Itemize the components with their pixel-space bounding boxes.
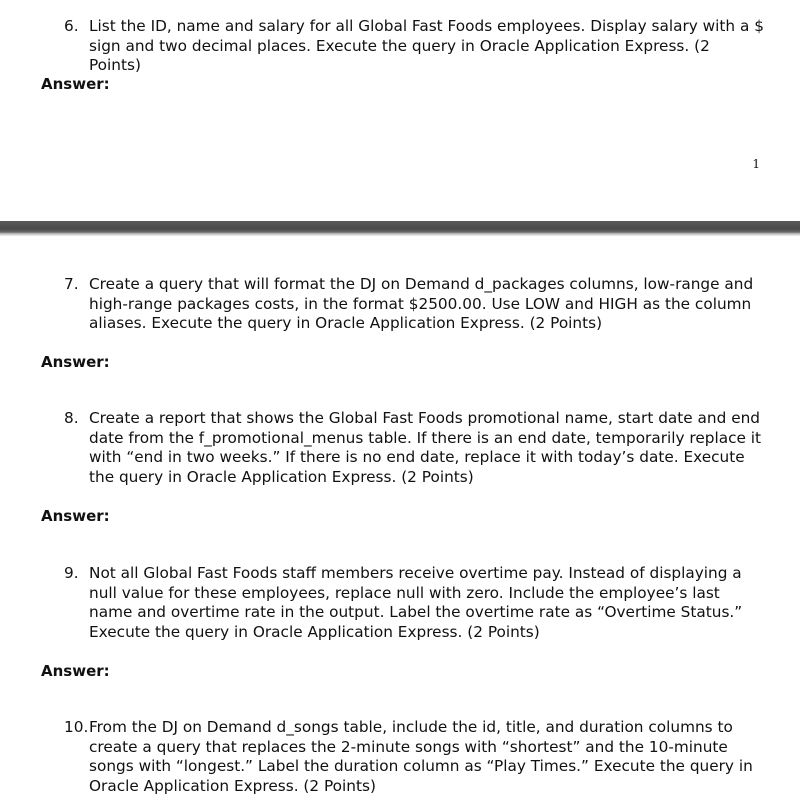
question-text: Create a query that will format the DJ on Demand d_packages columns, low-range and high-range packages costs, in the format $2500.00. Use LOW and HIGH as the column aliases. Execute the query in Oracle Application Express. (2 Points) bbox=[89, 275, 754, 332]
question-text: From the DJ on Demand d_songs table, include the id, title, and duration columns to create a query that replaces the 2-minute songs with “shortest” and the 10-minute songs with “longest.” Label the duration column as “Play Times.” Execute the query in Oracle Application Express. (2 Points) bbox=[89, 718, 753, 795]
question-7 bbox=[64, 275, 764, 334]
question-number: 7. bbox=[64, 275, 79, 293]
question-number: 10. bbox=[64, 718, 89, 736]
document-page-1 bbox=[0, 0, 800, 221]
question-number: 8. bbox=[64, 409, 79, 427]
page-separator bbox=[0, 221, 800, 236]
question-text: Create a report that shows the Global Fast Foods promotional name, start date and end date from the f_promotional_menus table. If there is an end date, temporarily replace it with “end in two weeks.” If there is no end date, replace it with today’s date. Execute the query in Oracle Application Express. (2 Points) bbox=[89, 409, 762, 486]
question-9 bbox=[64, 564, 764, 642]
question-6 bbox=[64, 17, 764, 76]
question-number: 6. bbox=[64, 17, 79, 35]
question-text: List the ID, name and salary for all Global Fast Foods employees. Display salary with a $ sign and two decimal places. Execute the query in Oracle Application Express. (2 Points) bbox=[89, 17, 764, 74]
question-8 bbox=[64, 409, 764, 487]
answer-label-9: Answer: bbox=[41, 662, 110, 680]
question-text: Not all Global Fast Foods staff members receive overtime pay. Instead of displaying a null value for these employees, replace null with zero. Include the employee’s last name and overtime rate in the output. Label the overtime rate as “Overtime Status.” Execute the query in Oracle Application Express. (2 Points) bbox=[89, 564, 743, 641]
question-10 bbox=[64, 718, 764, 796]
document-page-2 bbox=[0, 236, 800, 808]
question-number: 9. bbox=[64, 564, 79, 582]
answer-label-8: Answer: bbox=[41, 507, 110, 525]
answer-label-6: Answer: bbox=[41, 75, 110, 93]
page-number: 1 bbox=[752, 157, 760, 171]
answer-label-7: Answer: bbox=[41, 353, 110, 371]
